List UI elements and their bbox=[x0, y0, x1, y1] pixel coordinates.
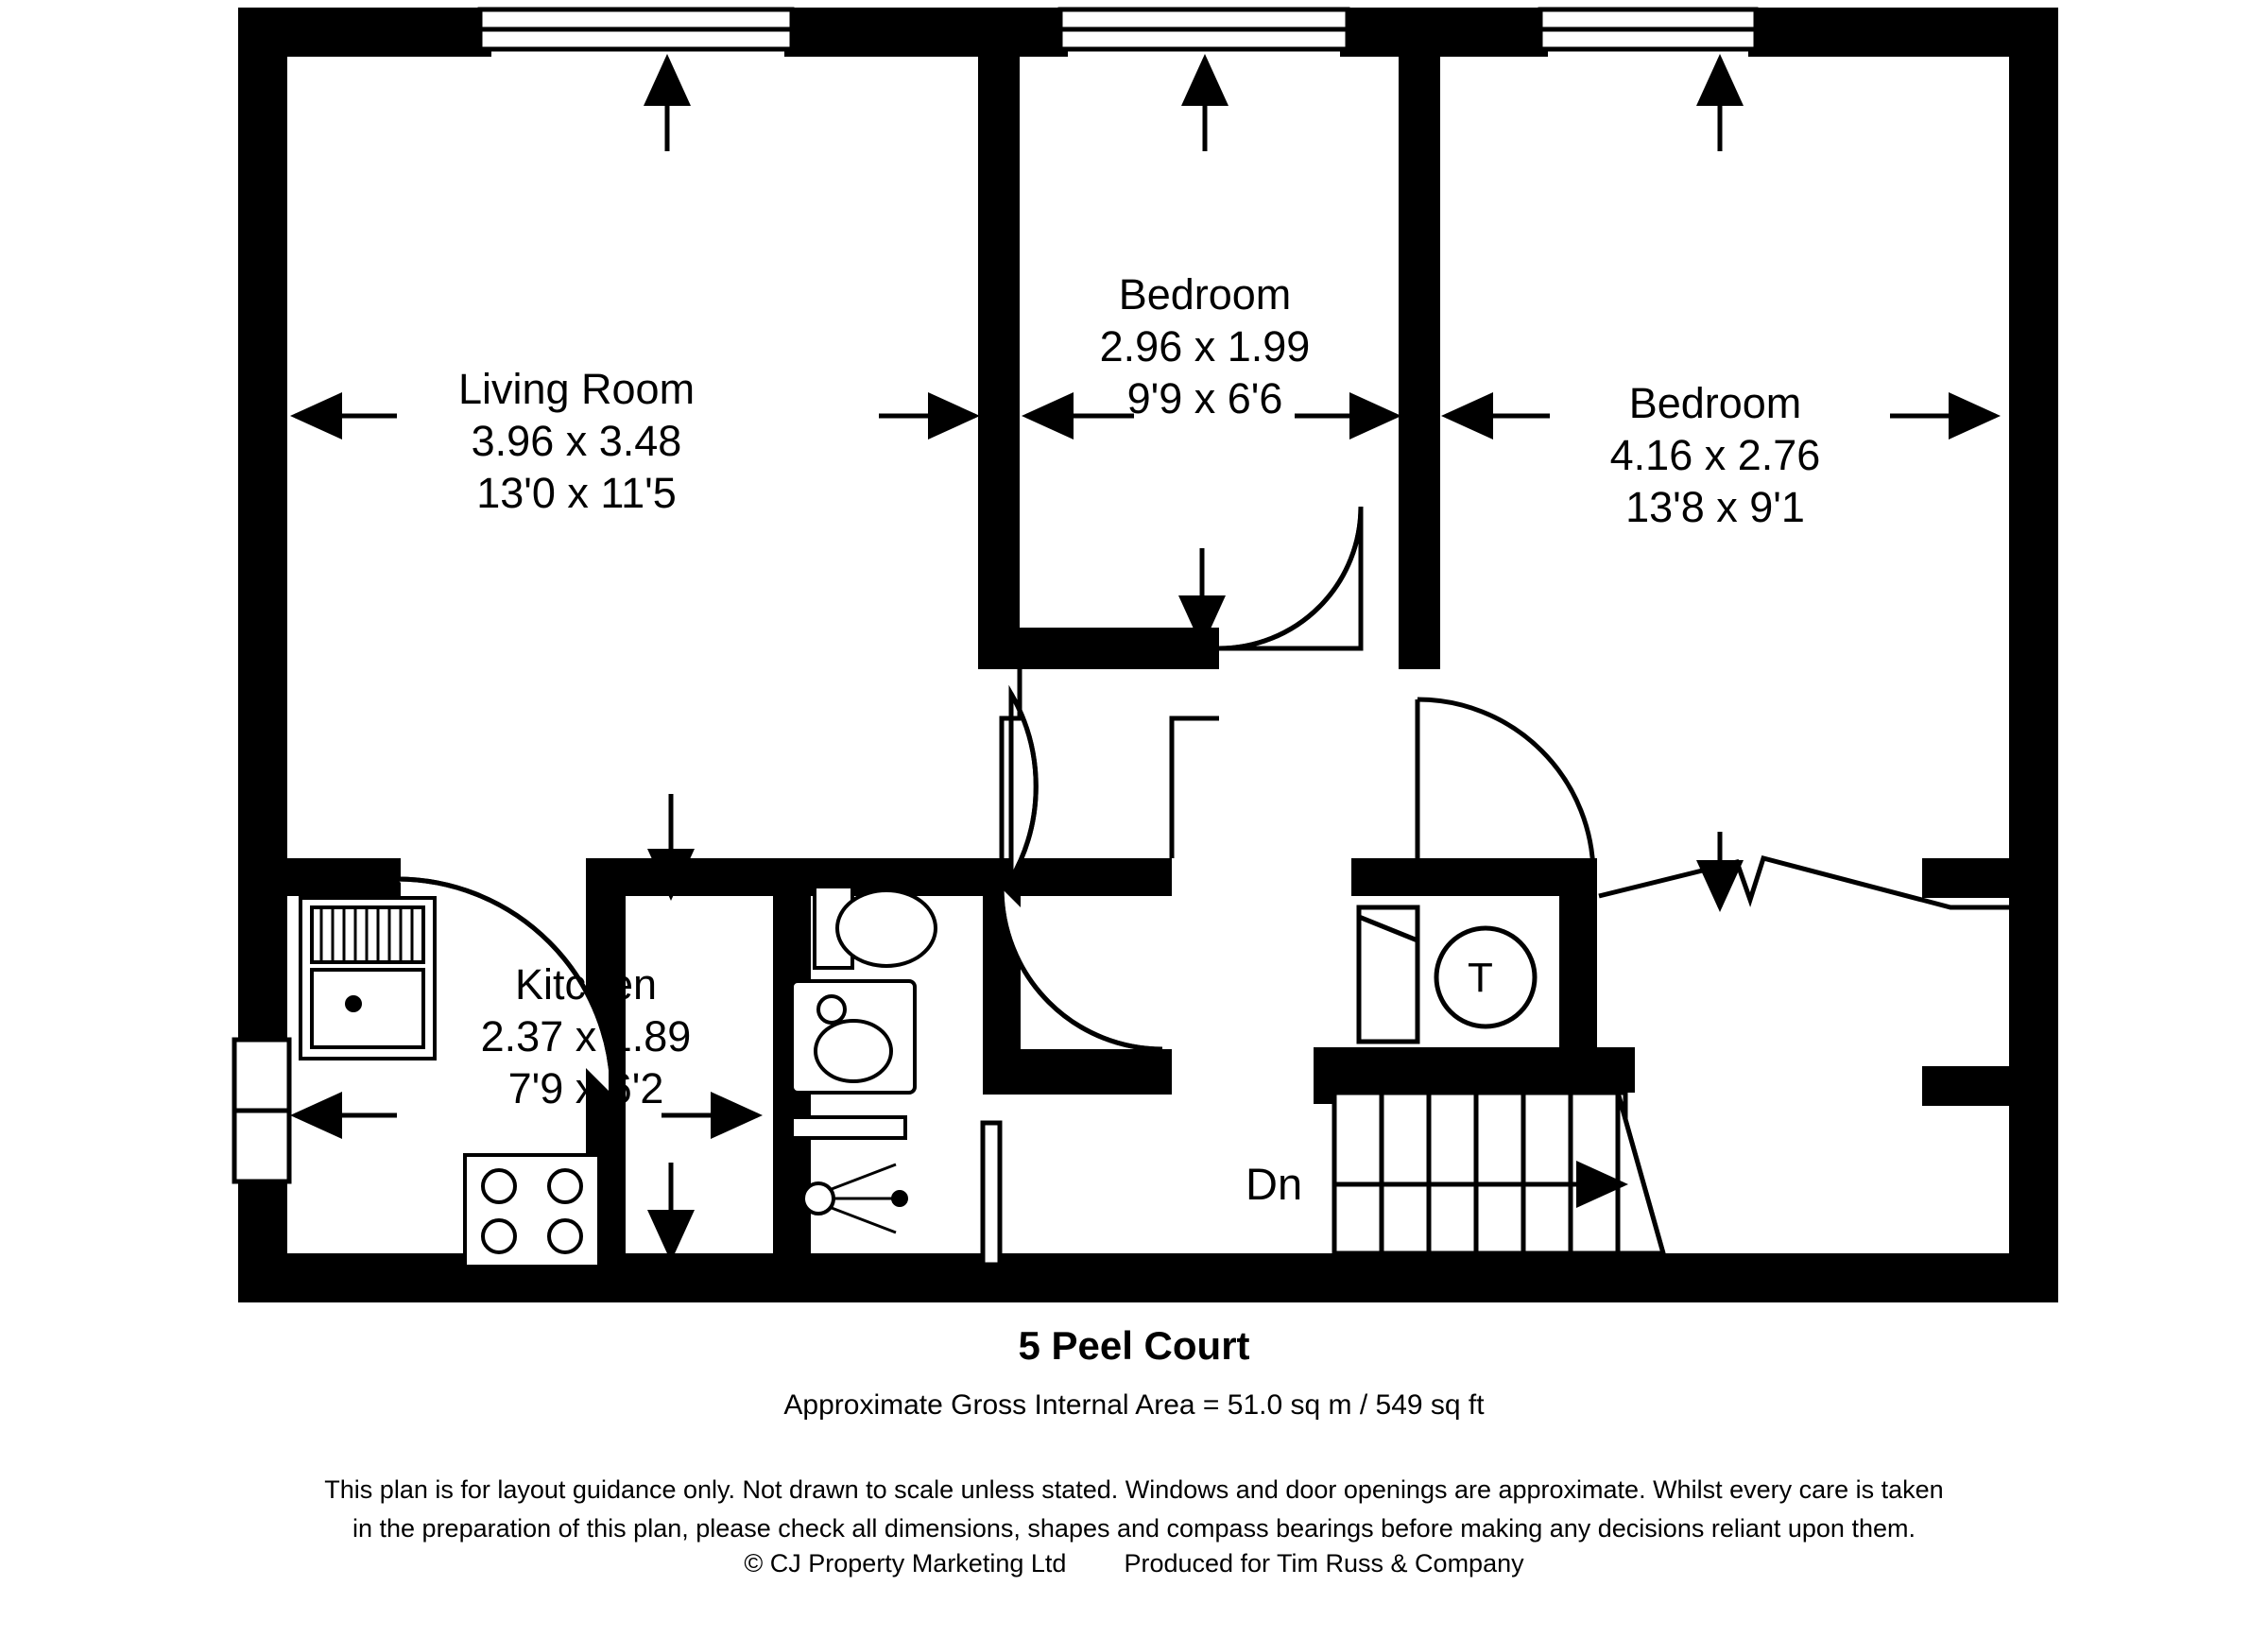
tank-label: T bbox=[1468, 955, 1493, 1001]
room-dimension-metric: 2.96 x 1.99 bbox=[1099, 321, 1311, 371]
bathroom-fittings bbox=[792, 887, 1000, 1265]
room-dimension-imperial: 7'9 x 6'2 bbox=[507, 1063, 664, 1112]
plan-title: 5 Peel Court bbox=[1018, 1323, 1250, 1368]
room-name: Kitchen bbox=[514, 960, 658, 1009]
room-dimension-metric: 2.37 x 1.89 bbox=[480, 1011, 692, 1060]
tank-cupboard bbox=[1359, 907, 1535, 1042]
copyright-text: © CJ Property Marketing Ltd bbox=[744, 1549, 1067, 1578]
staircase bbox=[1334, 1093, 1663, 1253]
room-dimension-metric: 3.96 x 3.48 bbox=[471, 416, 682, 465]
room-dimension-metric: 4.16 x 2.76 bbox=[1609, 430, 1821, 479]
room-label-bedroom-2 bbox=[1465, 378, 1966, 534]
room-name: Living Room bbox=[457, 365, 696, 413]
credits bbox=[0, 1549, 2268, 1578]
room-dimension-imperial: 13'0 x 11'5 bbox=[476, 468, 677, 517]
entry-door-detail bbox=[234, 1040, 289, 1181]
room-dimension-imperial: 9'9 x 6'6 bbox=[1126, 373, 1283, 422]
room-label-kitchen bbox=[397, 959, 775, 1115]
room-name: Bedroom bbox=[1628, 379, 1802, 427]
window-group bbox=[480, 9, 1756, 49]
gross-internal-area: Approximate Gross Internal Area = 51.0 sq m / 549 sq ft bbox=[783, 1389, 1485, 1421]
room-dimension-imperial: 13'8 x 9'1 bbox=[1625, 482, 1805, 531]
disclaimer-line-1: This plan is for layout guidance only. Not drawn to scale unless stated. Windows and door openings are approximate. Whilst every care is taken bbox=[324, 1475, 1944, 1504]
stairs-down-label: Dn bbox=[1246, 1159, 1303, 1209]
produced-for-text: Produced for Tim Russ & Company bbox=[1124, 1549, 1524, 1578]
room-name: Bedroom bbox=[1118, 270, 1292, 319]
plan-footer bbox=[0, 1323, 2268, 1578]
disclaimer-line-2: in the preparation of this plan, please check all dimensions, shapes and compass bearings before making any decisions reliant upon them. bbox=[352, 1513, 1916, 1543]
room-label-living-room bbox=[284, 364, 869, 520]
room-label-bedroom-1 bbox=[954, 269, 1455, 425]
